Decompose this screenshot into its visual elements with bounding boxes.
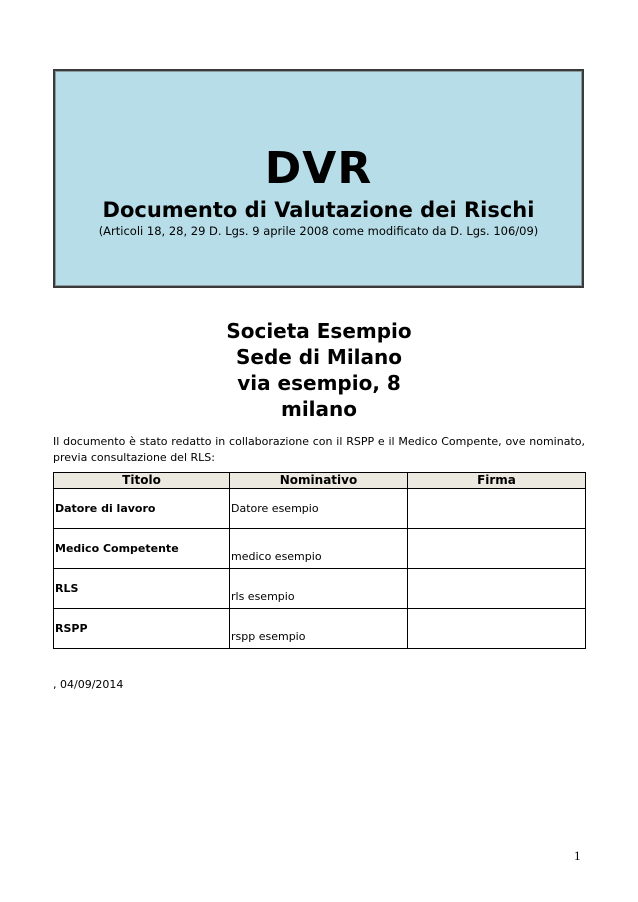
document-subtitle: Documento di Valutazione dei Rischi [102,198,535,222]
title-box [53,69,584,288]
roles-table [53,472,586,649]
company-site: Sede di Milano [235,345,403,369]
intro-paragraph: Il documento è stato redatto in collaborazione con il RSPP e il Medico Compente, ove nominato, previa consultazione del RLS: [53,435,585,464]
document-title: DVR [264,143,373,194]
role-name: rspp esempio [230,609,408,649]
role-name: rls esempio [230,569,408,609]
role-title: RLS [54,569,230,609]
role-title: Medico Competente [54,529,230,569]
column-header-signature: Firma [408,473,586,489]
table-row [54,609,586,649]
column-header-title: Titolo [54,473,230,489]
signature-cell [408,609,586,649]
role-title: RSPP [54,609,230,649]
page-number: 1 [574,848,581,863]
signature-cell [408,489,586,529]
company-name: Societa Esempio [226,319,412,343]
role-name: medico esempio [230,529,408,569]
table-row [54,529,586,569]
signature-cell [408,569,586,609]
role-title: Datore di lavoro [54,489,230,529]
table-row [54,569,586,609]
company-block [160,318,478,422]
company-city: milano [280,397,358,421]
company-address: via esempio, 8 [237,371,401,395]
table-row [54,489,586,529]
role-name: Datore esempio [230,489,408,529]
signature-cell [408,529,586,569]
legal-reference: (Articoli 18, 28, 29 D. Lgs. 9 aprile 2008 come modificato da D. Lgs. 106/09) [98,224,539,238]
column-header-name: Nominativo [230,473,408,489]
document-date: , 04/09/2014 [53,678,124,691]
table-header-row [54,473,586,489]
